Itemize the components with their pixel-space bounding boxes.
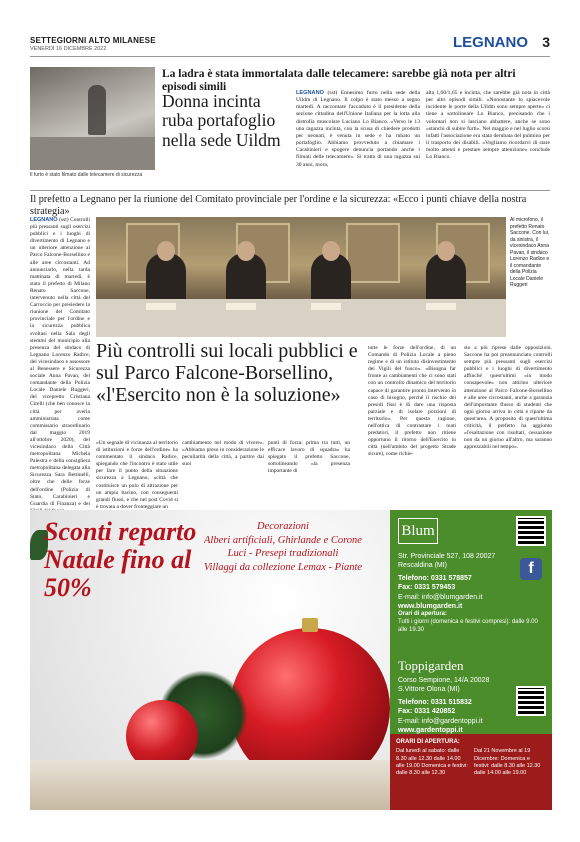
- name-card: [146, 303, 176, 310]
- topp-address: Corso Sempione, 14/A 20028 S.Vittore Olona (MI): [398, 677, 490, 694]
- story2-text-0: (sst) Controlli più pressanti sugli esercizi pubblici e i luoghi di divertimento di Legnano e un ulteriore attenzione al Parco Falcone-Borsellino e alle aree circostanti. Ad annunciarlo, nella tarda mattinata di martedì, è stato il prefetto di Milano Renato Saccone, intervenuto nella città del Carroccio per presiedere la riunione del Comitato provinciale per l'ordine e la sicurezza pubblica svoltasi nella Sala degli stemmi del municipio alla presenza del sindaco di Legnano Lorenzo Radice, del vicesindaco e assessore al Benessere e Sicurezza sociale Anna Pavan, del comandante della Polizia Locale Daniele Ruggeri, del vicepretto Cristiana Cirelli (che ben conosce la città per averla amministrata come commissario straordinario dal maggio 2019 all'ottobre 2020), del vicesindaco della Città metropolitana Michela Palestra e della consigliera metropolitana delegata alla Sicurezza Sara Bettinelli, oltre che delle forze dell'ordine (Polizia di Stato, Carabinieri e Guardia di Finanza) e dei: [30, 217, 90, 507]
- topp-hours-b: Dal 21 Novembre al 19 Dicembre: Domenica e festivi: dalle 8.30 alle 12.30 dalle 14.00 alle 19.00: [474, 748, 541, 777]
- blum-logo: Blum: [398, 518, 438, 544]
- qr-code-icon: [516, 516, 546, 546]
- story1-location: LEGNANO: [296, 90, 324, 96]
- page-number: 3: [542, 34, 550, 50]
- story2-caption: Al microfono, il prefetto Renato Saccone. Con lui, da sinistra, il vicesindaco Anna Pavan, il sindaco Lorenzo Radice e il comandante della Polizia Locale Daniele Ruggeri: [510, 217, 550, 288]
- ad-product-line: Decorazioni: [257, 521, 309, 532]
- story1-text-1: (sst) Ennesimo furto nella sede della Uildm di Legnano. Il colpo è stato messo a segno martedì. A raccontare l'accaduto è il presidente della sezione cittadina dell'Unione Italiana per la lotta alla distrofia muscolare Luciano Lo Bianco. «Verso le 13 una ragazza incinta, con la scusa di chiedere prodotti per neonati, è venuta in sede e ha rubato un portafoglio. Abbiamo provveduto a chiamare i Carabinieri e spogere denuncia portando anche i filmati delle telecamere». Si tratta di una ragazza sui 30 anni, mora,: [296, 90, 420, 168]
- topp-hours-title: ORARI DI APERTURA:: [396, 739, 460, 745]
- story-divider: [30, 190, 550, 191]
- photo-shelf: [30, 137, 155, 170]
- topp-hours-columns: [396, 748, 546, 778]
- toppigarden-logo: Toppigarden: [398, 658, 464, 673]
- topp-contacts: [398, 698, 516, 736]
- header-rule: [30, 56, 550, 57]
- topp-phone: Telefono: 0331 515832: [398, 699, 472, 706]
- story1-caption: Il furto è stato filmato dalle telecamere di sicurezza: [30, 172, 143, 178]
- facebook-icon: f: [520, 558, 542, 580]
- story1-column-1: [296, 90, 420, 169]
- story2-location: LEGNANO: [30, 217, 58, 223]
- christmas-advertisement: [30, 510, 552, 810]
- blum-address: Str. Provinciale 527, 108 20027 Rescaldina (MI): [398, 553, 496, 570]
- theft-cctv-photo: [30, 67, 155, 170]
- story2-column-0: [30, 217, 90, 515]
- ad-product-line: Villaggi da collezione Lemax - Piante: [203, 561, 363, 573]
- person-head: [437, 241, 455, 261]
- ornament-cap: [302, 618, 318, 632]
- blum-contacts: [398, 574, 516, 612]
- story2-column-3: punti di forza: prima tra tutti, un efficace lavoro di squadra» ha spiegato il prefetto Saccone, sottolineando «la presenza importante di: [268, 440, 350, 475]
- story1-column-2: alta 1,60/1,65 e incinta, che sarebbe già nota in città per altri episodi simili. «Nonostante lo spiacevole incidente le porte della Uildm sono sempre aperte» ci tiene a sottolineare Lo Bianco, precisando che i volontari non si lasciano abbattere, anche se sono «stanchi di subire furti». Nel maggio e nel luglio scorsi infatti l'associazione era stata derubata del pulmino per il trasporto dei disabili. «Vogliamo ricordarvi di stare molto attenti e prestare sempre attenzione» conclude Lo Bianco.: [426, 90, 550, 161]
- ad-image-panel: [30, 510, 390, 810]
- blum-phone: Telefono: 0331 578857: [398, 575, 472, 582]
- person-head: [157, 241, 175, 261]
- story2-headline: Più controlli sui locali pubblici e sul Parco Falcone-Borsellino, «l'Esercito non è la soluzione»: [96, 340, 358, 406]
- committee-meeting-photo: [96, 217, 506, 337]
- name-card: [226, 303, 256, 310]
- ad-product-line: Luci - Presepi tradizionali: [227, 548, 339, 560]
- paper-name: SETTEGIORNI ALTO MILANESE: [30, 36, 156, 45]
- blum-hours-title: Orari di apertura:: [398, 611, 448, 617]
- wall-panel: [346, 223, 400, 283]
- ad-product-line: Alberi artificiali, Ghirlande e Corone: [204, 534, 362, 546]
- topp-hours: [390, 734, 552, 810]
- blum-hours-text: Tutti i giorni (domenica e festivi compresi): dalle 9.00 alle 19.30: [398, 619, 538, 634]
- section-name: LEGNANO: [453, 34, 528, 51]
- page-header: [30, 34, 550, 60]
- name-card: [311, 303, 341, 310]
- ad-sconti-headline: Sconti reparto Natale fino al 50%: [44, 517, 197, 603]
- issue-date: VENERDÌ 16 DICEMBRE 2022: [30, 46, 107, 52]
- story2-column-2: cambiamento nel modo di vivere». «Abbiamo preso in considerazione le peculiarità della città, a partire dai suoi: [182, 440, 264, 468]
- blum-hours: [398, 610, 548, 634]
- topp-website: www.gardentoppi.it: [398, 727, 463, 735]
- ad-contact-panel: [390, 510, 552, 810]
- person-head: [322, 241, 340, 261]
- story2-kicker: Il prefetto a Legnano per la riunione del Comitato provinciale per l'ordine e la sicurezza: «Ecco i punti chiave della nostra strategia»: [30, 194, 527, 217]
- topp-email: E-mail: info@gardentoppi.it: [398, 717, 483, 725]
- story2-column-5: sto a più riprese dalle opposizioni. Saccone ha poi preannunciato controlli sempre più pressanti sugli esercizi pubblici e i luoghi di divertimento affinché quest'ultimi «in modo consapevole» non attirino ulteriore attenzione al Parco Falcone-Borsellino e alle aree circostanti, anche a garanzia dell'importante flusso di studenti che ogni giorno arriva in città e riparte da quest'area. A proposito di quest'ultima criticità, il prefetto ha aggiunto «l'esaltazione con risultati, cessazione non da un giorno all'altro, ma saranno apprezzabili nel tempo».: [464, 345, 552, 451]
- name-card: [426, 303, 456, 310]
- blum-website: www.blumgarden.it: [398, 603, 463, 611]
- blum-email: E-mail: info@blumgarden.it: [398, 593, 483, 601]
- ribbon-base: [30, 760, 390, 810]
- masthead: [30, 36, 156, 52]
- story2-column-4: tutte le forze dell'ordine, di un Comando di Polizia Locale a pieno regime e di un istituto disinvestimento dei Vigili del fuoco». «Bisogna far fronte ai cambiamenti che ci sono stati con un controllo dinamico del territorio capace di garantire pronto intervento in caso di bisogno, perché il rischio dei presidi fissi è di dare una risposta parziale e di isolare porzioni di territorio». Per questa ragione, nell'ottica di contrastare i reati predatori, il prefetto non ritiene opportuno il ritorno dell'Esercito in città (nell'ambito del progetto Strade sicure), come richie-: [368, 345, 456, 458]
- photo-figure: [88, 85, 106, 135]
- person-head: [237, 241, 255, 261]
- topp-fax: Fax: 0331 420852: [398, 708, 456, 716]
- blum-fax: Fax: 0331 579453: [398, 584, 456, 592]
- story2-column-1: «Un segnale di vicinanza al territorio di istituzioni e forze dell'ordine» ha commentato il sindaco Radice, spiegando che l'incontro è stato utile per fare il punto della situazione sicurezza a Legnano, «città che costituisce un polo di attrazione per un ampio bacino, con conseguenti grandi flussi, e che nel post Covid si è trovata a dover fronteggiare un: [96, 440, 178, 510]
- qr-code-icon: [516, 686, 546, 716]
- story1-kicker: La ladra è stata immortalata dalle telecamere: sarebbe già nota per altri episodi simili: [162, 68, 516, 93]
- topp-hours-a: Dal lunedì al sabato: dalle 8.30 alle 12.30 dalle 14.00 alle 19.00 Domenica e festivi: dalle 8.30 alle 12.30: [396, 748, 468, 777]
- story1-headline: Donna incinta ruba portafoglio nella sede Uildm: [162, 91, 281, 150]
- ad-product-list: [178, 520, 388, 575]
